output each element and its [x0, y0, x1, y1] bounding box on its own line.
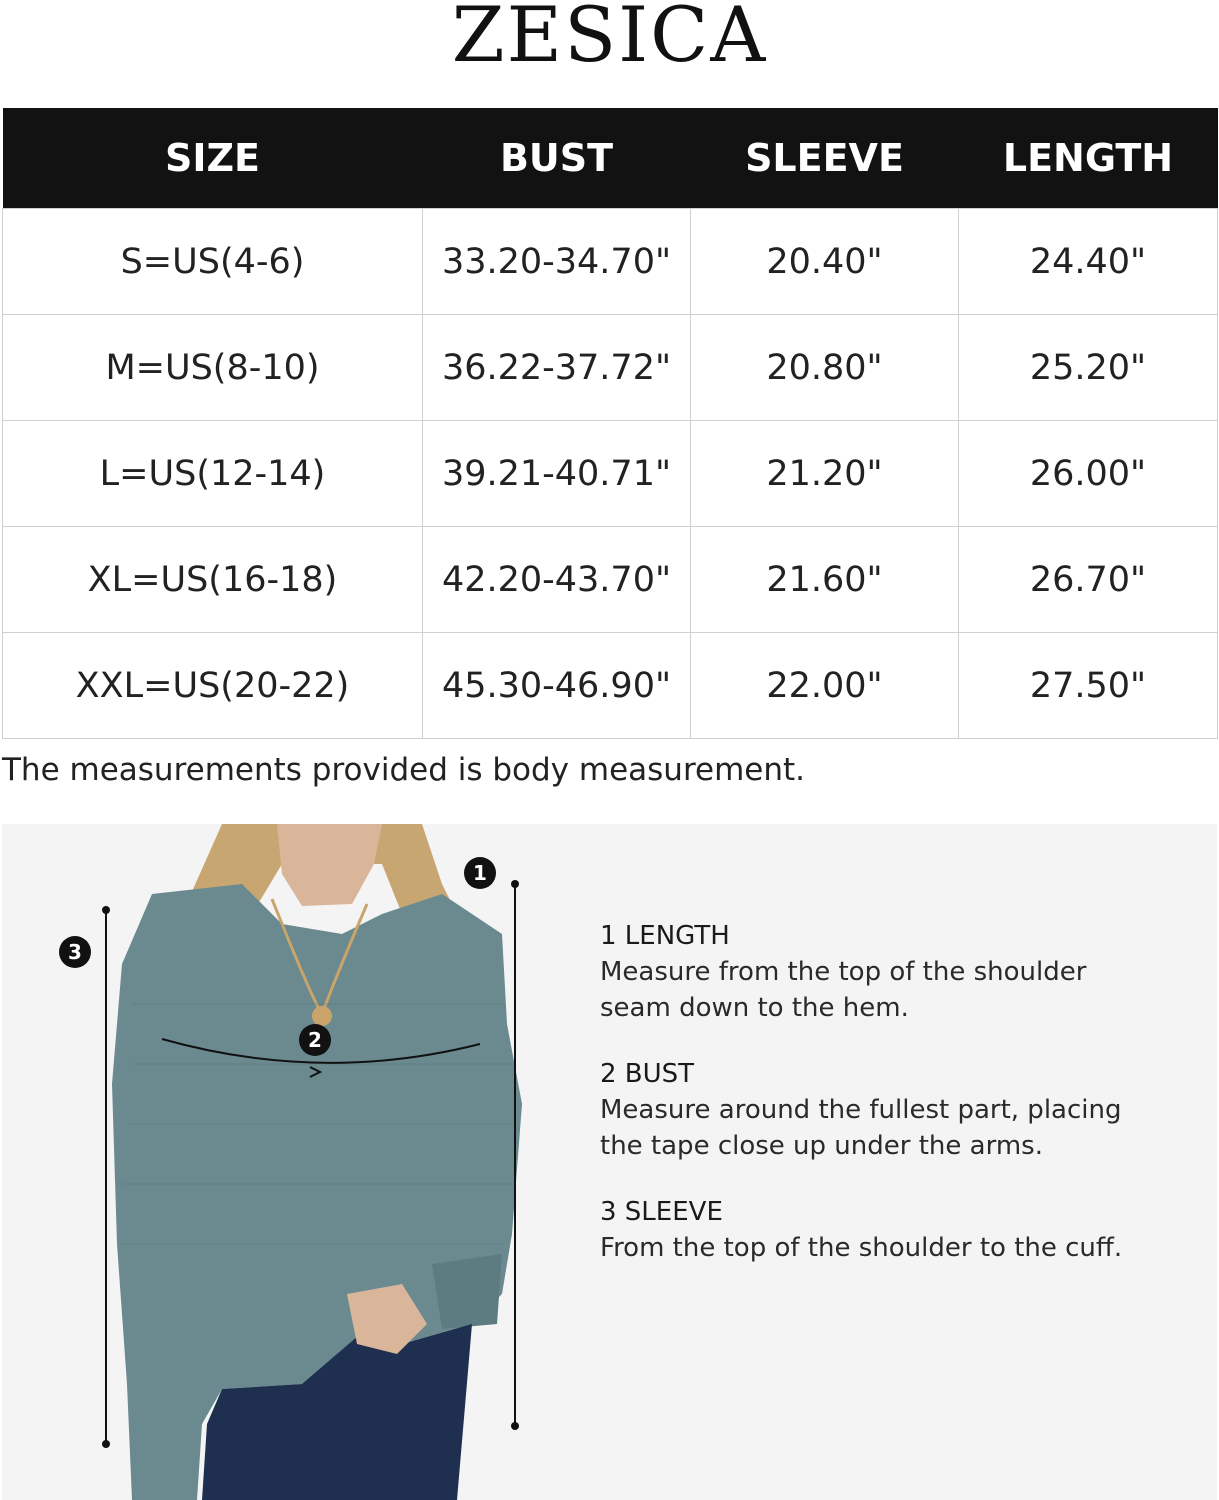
svg-text:1: 1	[473, 861, 487, 885]
size-cell: S=US(4-6)	[3, 209, 423, 315]
length-cell: 25.20"	[959, 315, 1218, 421]
table-row	[3, 209, 1218, 315]
sleeve-cell: 20.40"	[691, 209, 959, 315]
column-header-sleeve: SLEEVE	[691, 108, 959, 209]
pendant-shape	[312, 1006, 332, 1026]
cuff-shape	[432, 1254, 502, 1329]
table-row	[3, 421, 1218, 527]
column-header-bust: BUST	[423, 108, 691, 209]
badge-length	[464, 857, 496, 889]
table-row	[3, 315, 1218, 421]
length-line-endpoint	[511, 880, 519, 888]
length-cell: 27.50"	[959, 633, 1218, 739]
measurement-note: The measurements provided is body measurement.	[2, 752, 806, 788]
size-cell: M=US(8-10)	[3, 315, 423, 421]
bust-cell: 42.20-43.70"	[423, 527, 691, 633]
bust-cell: 45.30-46.90"	[423, 633, 691, 739]
step-title: 3 SLEEVE	[600, 1197, 723, 1227]
step-title: 2 BUST	[600, 1059, 695, 1089]
svg-text:3: 3	[68, 940, 82, 964]
neck-shape	[277, 824, 382, 906]
size-cell: XXL=US(20-22)	[3, 633, 423, 739]
measurement-instructions	[600, 918, 1200, 1296]
step-description: seam down to the hem.	[600, 993, 909, 1023]
bust-cell: 33.20-34.70"	[423, 209, 691, 315]
step-description: From the top of the shoulder to the cuff.	[600, 1233, 1123, 1263]
table-header-row	[3, 108, 1218, 209]
step-description: Measure around the fullest part, placing	[600, 1095, 1122, 1125]
column-header-length: LENGTH	[959, 108, 1218, 209]
sleeve-cell: 21.20"	[691, 421, 959, 527]
step-length	[600, 918, 1200, 1026]
column-header-size: SIZE	[3, 108, 423, 209]
length-line-endpoint	[511, 1422, 519, 1430]
length-cell: 26.70"	[959, 527, 1218, 633]
sleeve-cell: 22.00"	[691, 633, 959, 739]
brand-logo: ZESICA	[451, 0, 768, 79]
table-row	[3, 633, 1218, 739]
measuring-guide-panel	[2, 824, 1217, 1500]
sleeve-line-endpoint	[102, 1440, 110, 1448]
step-title: 1 LENGTH	[600, 921, 730, 951]
step-sleeve	[600, 1194, 1200, 1266]
step-description: Measure from the top of the shoulder	[600, 957, 1087, 987]
model-illustration	[2, 824, 562, 1500]
size-cell: XL=US(16-18)	[3, 527, 423, 633]
step-bust	[600, 1056, 1200, 1164]
size-chart-table	[2, 108, 1218, 739]
bust-cell: 39.21-40.71"	[423, 421, 691, 527]
size-cell: L=US(12-14)	[3, 421, 423, 527]
sleeve-cell: 21.60"	[691, 527, 959, 633]
length-cell: 24.40"	[959, 209, 1218, 315]
bust-cell: 36.22-37.72"	[423, 315, 691, 421]
sleeve-cell: 20.80"	[691, 315, 959, 421]
badge-sleeve	[59, 936, 91, 968]
svg-text:2: 2	[308, 1028, 322, 1052]
sleeve-line-endpoint	[102, 906, 110, 914]
length-cell: 26.00"	[959, 421, 1218, 527]
badge-bust	[299, 1024, 331, 1056]
step-description: the tape close up under the arms.	[600, 1131, 1043, 1161]
table-row	[3, 527, 1218, 633]
